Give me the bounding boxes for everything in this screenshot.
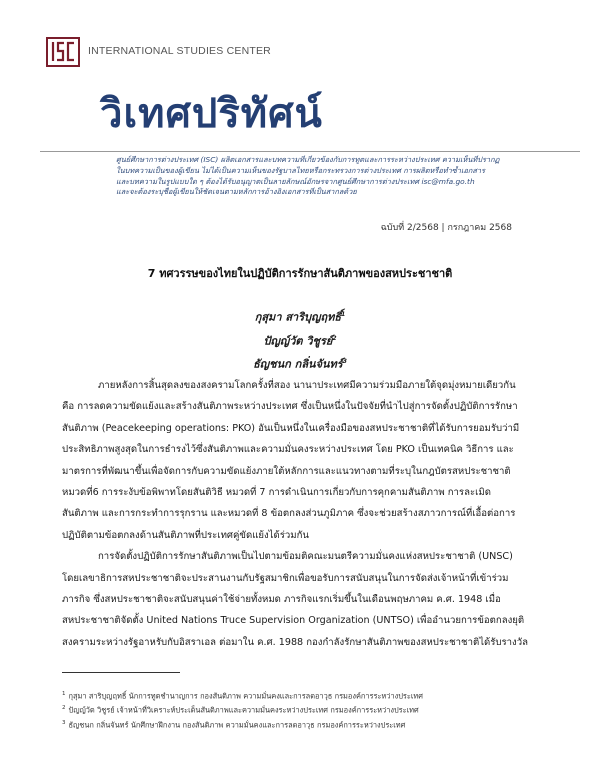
body-line: สงครามระหว่างรัฐอาหรับกับอิสราเอล ต่อมาใน ค.ศ. 1988 กองกำลังรักษาสันติภาพของสหประชาชาติได้รับรางวัล xyxy=(62,636,528,648)
body-line: สันติภาพ (Peacekeeping operations: PKO) อันเป็นหนึ่งในเครื่องมือของสหประชาชาติที่ได้รับการยอมรับว่ามี xyxy=(62,422,520,434)
body-line: โดยเลขาธิการสหประชาชาติจะประสานงานกับรัฐสมาชิกเพื่อขอรับการสนับสนุนในการจัดส่งเจ้าหน้าที่เข้าร่วม xyxy=(62,572,509,584)
author xyxy=(0,328,600,352)
isc-logo-icon xyxy=(48,39,77,64)
disclaimer-line: และบทความในรูปแบบใด ๆ ต้องได้รับอนุญาตเป็นลายลักษณ์อักษรจากศูนย์ศึกษาการต่างประเทศ isc@mfa.go.th xyxy=(116,176,475,186)
body-line: คือ การลดความขัดแย้งและสร้างสันติภาพระหว่างประเทศ ซึ่งเป็นหนึ่งในปัจจัยที่นำไปสู่การจัดตั้งปฏิบัติการรักษา xyxy=(62,401,518,413)
footnote xyxy=(62,702,423,716)
header-divider xyxy=(40,151,580,152)
body-line: สันติภาพ และการกระทำการรุกราน และหมวดที่ 8 ข้อตกลงส่วนภูมิภาค ซึ่งจะช่วยสร้างสภาวการณ์ที่เอื้อต่อการ xyxy=(62,508,516,520)
body-line: การจัดตั้งปฏิบัติการรักษาสันติภาพเป็นไปตามข้อมติคณะมนตรีความมั่นคงแห่งสหประชาชาติ (UNSC) xyxy=(98,551,513,563)
footnote-text: กุสุมา สาริบุญฤทธิ์ นักการทูตชำนาญการ กองสันติภาพ ความมั่นคงและการลดอาวุธ กรมองค์การระหว่างประเทศ xyxy=(68,691,423,701)
disclaimer-line: ในบทความเป็นของผู้เขียน ไม่ได้เป็นความเห็นของรัฐบาลไทยหรือกระทรวงการต่างประเทศ การผลิตหรือทำซ้ำเอกสาร xyxy=(116,165,486,175)
author-name: ธัญชนก กลิ่นจันทร์ xyxy=(253,357,343,371)
footnote-text: ปัญญ์วัต วิชูรย์ เจ้าหน้าที่วิเคราะห์ประเด็นสันติภาพและความมั่นคงระหว่างประเทศ กรมองค์การระหว่างประเทศ xyxy=(68,705,419,715)
issue-info: ฉบับที่ 2/2568 | กรกฎาคม 2568 xyxy=(380,223,512,233)
org-name: INTERNATIONAL STUDIES CENTER xyxy=(88,45,271,57)
footnote-mark: 3 xyxy=(342,358,347,366)
footnote-mark: 3 xyxy=(62,719,66,726)
footnote-mark: 1 xyxy=(341,311,346,318)
footnote-divider xyxy=(62,672,180,673)
body-line: ภารกิจ ซึ่งสหประชาชาติจะสนับสนุนค่าใช้จ่ายทั้งหมด ภารกิจแรกเริ่มขึ้นในเดือนพฤษภาคม ค.ศ. 1948 เมื่อ xyxy=(62,594,501,606)
footnote xyxy=(62,688,423,702)
disclaimer-line: ศูนย์ศึกษาการต่างประเทศ (ISC) ผลิตเอกสารและบทความที่เกี่ยวข้องกับการทูตและการระหว่างประเทศ ความเห็นที่ปรากฏ xyxy=(116,155,500,164)
publication-title: วิเทศปริทัศน์ xyxy=(100,91,323,137)
article-body xyxy=(62,375,532,653)
disclaimer-line: และจะต้องระบุชื่อผู้เขียนให้ชัดเจนตามหลักการอ้างอิงเอกสารที่เป็นสากลด้วย xyxy=(116,187,357,197)
disclaimer xyxy=(116,155,511,198)
footnote-mark: 2 xyxy=(62,705,66,712)
body-line: สหประชาชาติจัดตั้ง United Nations Truce Supervision Organization (UNTSO) เพื่ออำนวยการข้อตกลงยุติ xyxy=(62,615,525,627)
body-line: หมวดที่6 การระงับข้อพิพาทโดยสันติวิธี หมวดที่ 7 การดำเนินการเกี่ยวกับการคุกคามสันติภาพ การละเมิด xyxy=(62,487,491,499)
author-list xyxy=(0,304,600,375)
author-name: ปัญญ์วัต วิชูรย์ xyxy=(263,334,333,348)
article-title: 7 ทศวรรษของไทยในปฏิบัติการรักษาสันติภาพของสหประชาชาติ xyxy=(147,267,453,280)
body-line: ภายหลังการสิ้นสุดลงของสงครามโลกครั้งที่สอง นานาประเทศมีความร่วมมือภายใต้จุดมุ่งหมายเดียวกัน xyxy=(98,380,516,391)
author xyxy=(0,304,600,328)
footnotes xyxy=(62,688,423,731)
body-line: ประสิทธิภาพสูงสุดในการธำรงไว้ซึ่งสันติภาพและความมั่นคงระหว่างประเทศ โดย PKO เป็นเทคนิค วิธีการ และ xyxy=(62,444,514,456)
author xyxy=(0,351,600,375)
footnote xyxy=(62,717,423,731)
author-name: กุสุมา สาริบุญฤทธิ์ xyxy=(254,310,342,324)
footnote-text: ธัญชนก กลิ่นจันทร์ นักศึกษาฝึกงาน กองสันติภาพ ความมั่นคงและการลดอาวุธ กรมองค์การระหว่างประเทศ xyxy=(68,720,406,730)
footnote-mark: 1 xyxy=(62,691,66,697)
body-line: มาตรการที่พัฒนาขึ้นเพื่อจัดการกับความขัดแย้งภายใต้หลักการและแนวทางตามที่ระบุในกฎบัตรสหประชาชาติ xyxy=(62,465,511,477)
isc-logo xyxy=(46,37,80,67)
footnote-mark: 2 xyxy=(332,334,337,342)
body-line: ปฏิบัติตามข้อตกลงด้านสันติภาพที่ประเทศคู่ขัดแย้งได้ร่วมกัน xyxy=(62,529,309,541)
